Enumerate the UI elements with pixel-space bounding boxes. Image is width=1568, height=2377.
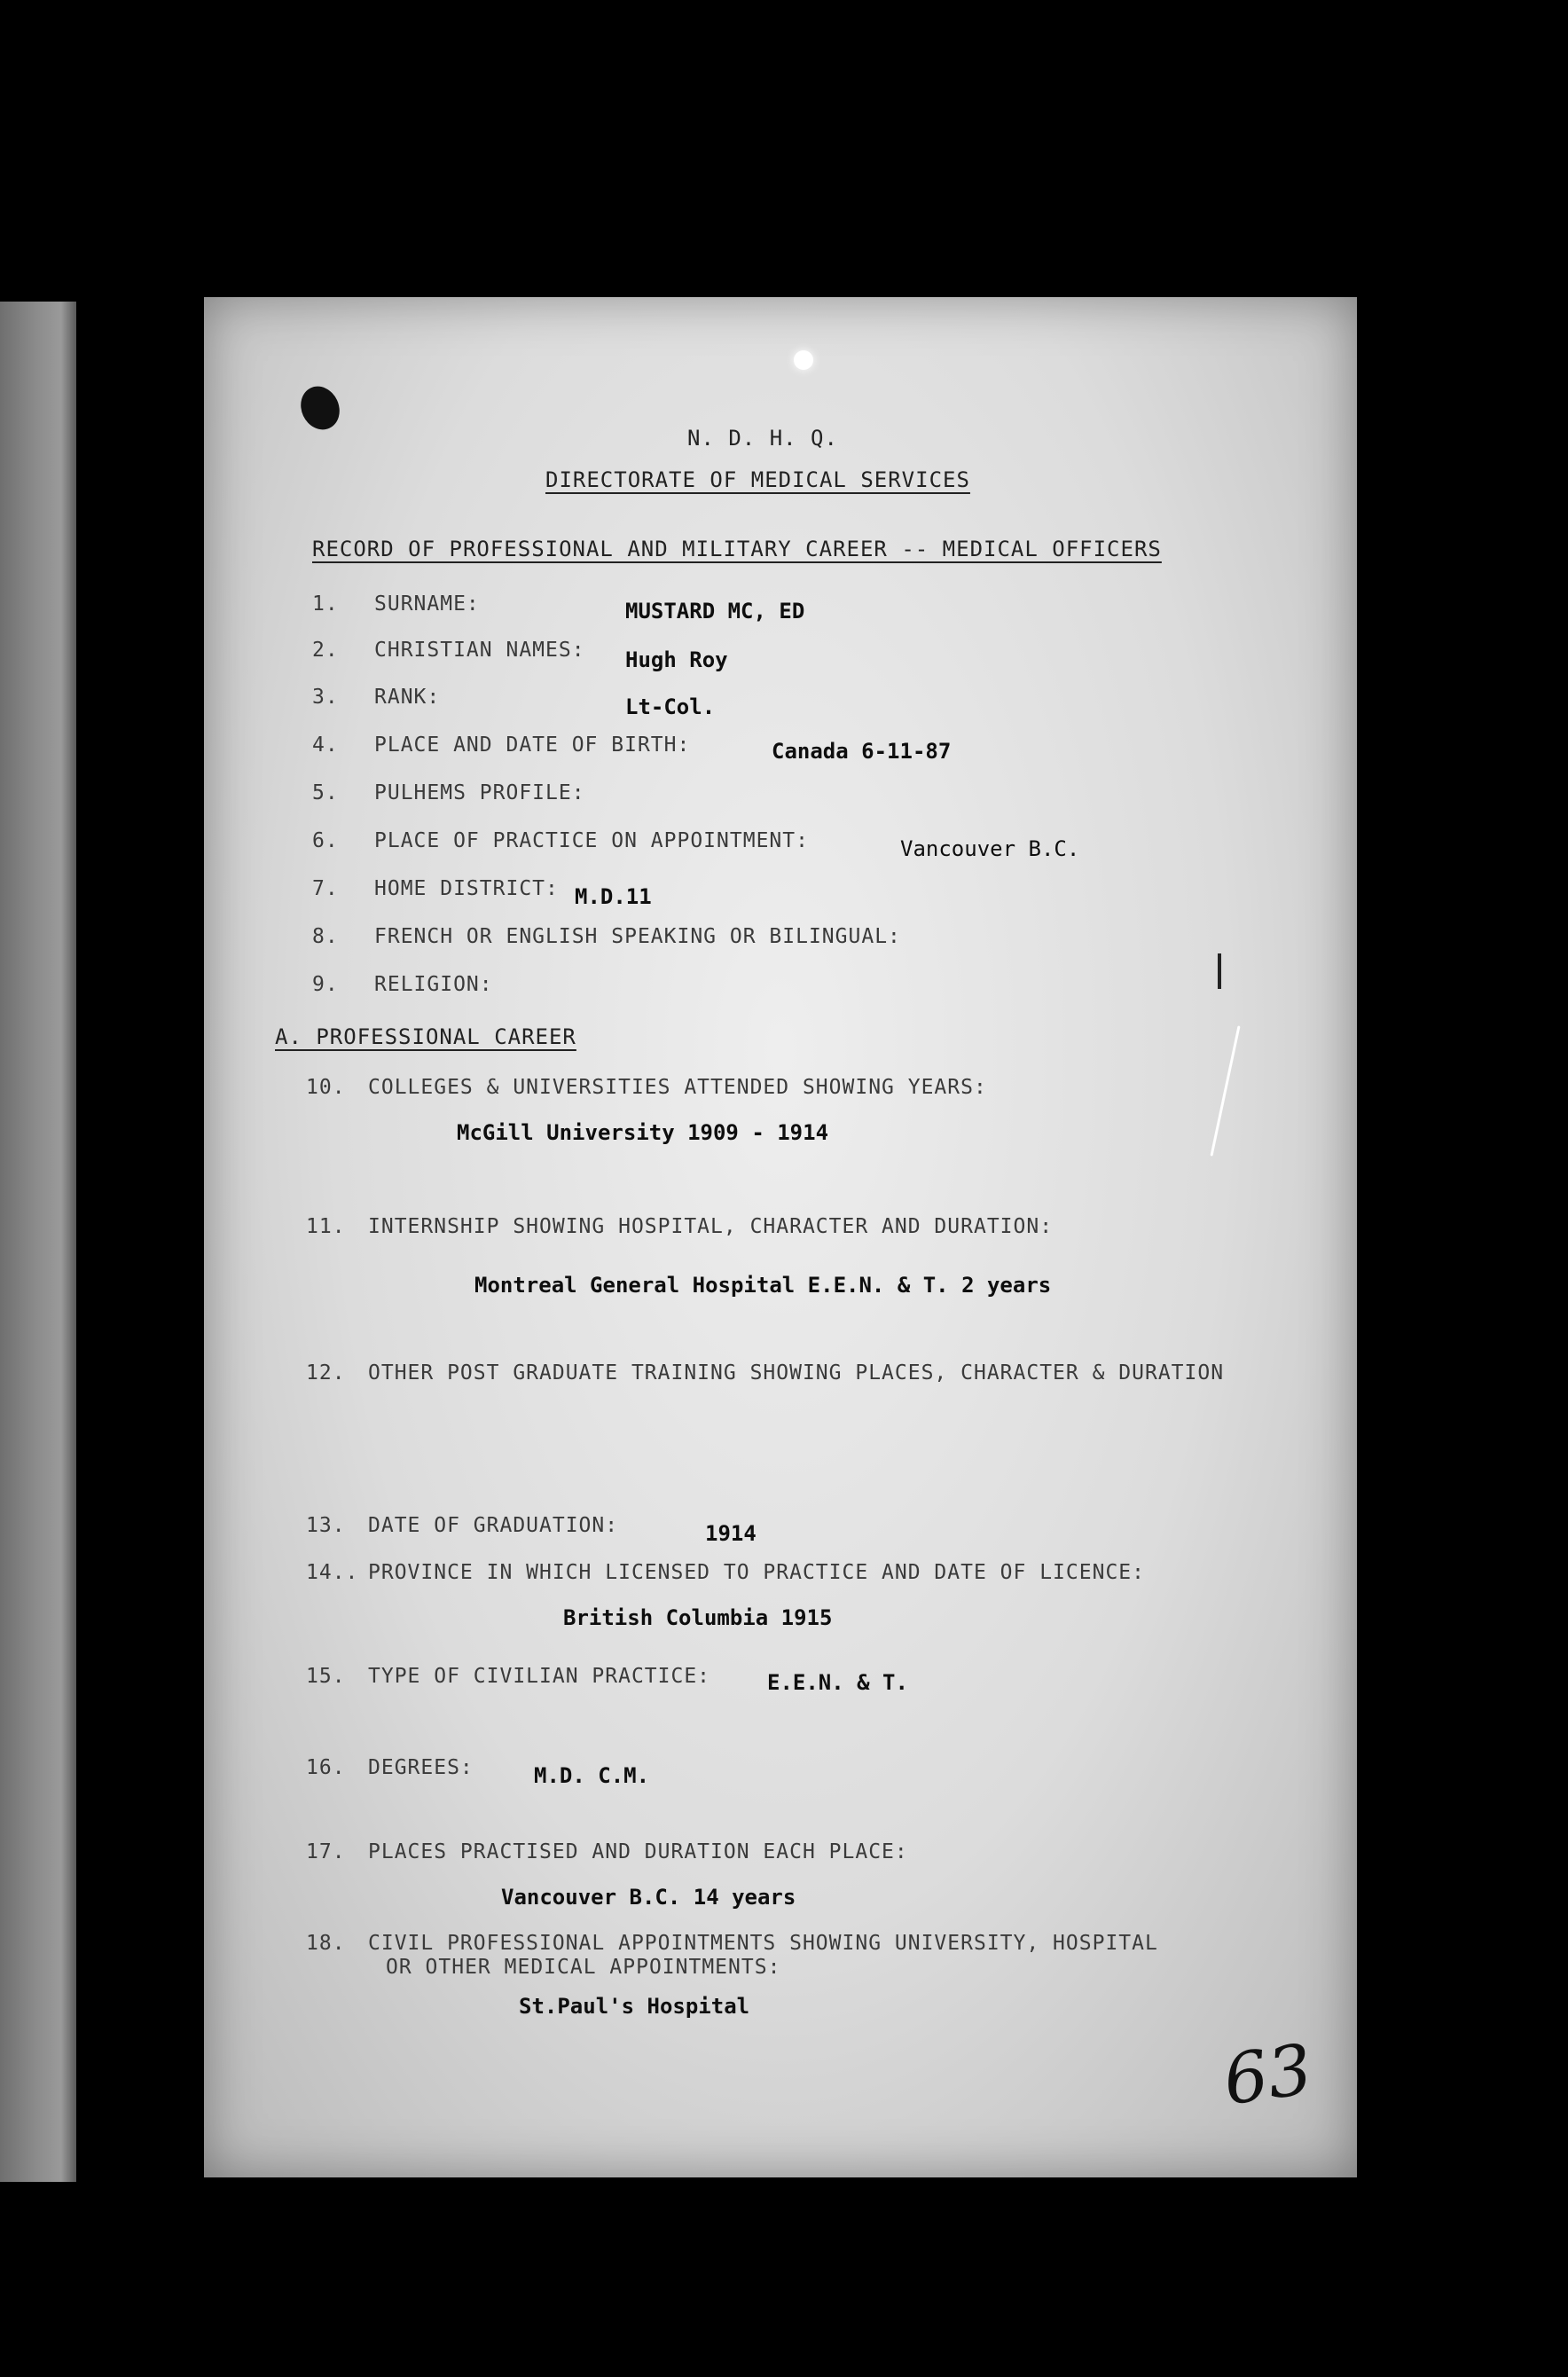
field-value: Lt-Col. bbox=[625, 694, 716, 719]
pen-mark bbox=[1218, 953, 1221, 989]
field-number: 16. bbox=[306, 1756, 346, 1779]
field-number: 13. bbox=[306, 1514, 346, 1537]
field-label-continued: OR OTHER MEDICAL APPOINTMENTS: bbox=[386, 1956, 781, 1979]
field-label: HOME DISTRICT: bbox=[374, 877, 559, 900]
header-directorate: DIRECTORATE OF MEDICAL SERVICES bbox=[545, 467, 970, 492]
field-number: 9. bbox=[312, 973, 339, 996]
field-value: Hugh Roy bbox=[625, 647, 728, 672]
field-number: 4. bbox=[312, 733, 339, 757]
field-number: 7. bbox=[312, 877, 339, 900]
field-value: Vancouver B.C. bbox=[900, 836, 1080, 861]
field-value: Vancouver B.C. 14 years bbox=[501, 1885, 796, 1910]
field-label: PLACE OF PRACTICE ON APPOINTMENT: bbox=[374, 829, 809, 852]
field-label: PLACE AND DATE OF BIRTH: bbox=[374, 733, 691, 757]
field-label: TYPE OF CIVILIAN PRACTICE: bbox=[368, 1665, 711, 1688]
field-value: 1914 bbox=[705, 1521, 757, 1546]
field-label: PROVINCE IN WHICH LICENSED TO PRACTICE AND DATE OF LICENCE: bbox=[368, 1561, 1145, 1584]
field-value: E.E.N. & T. bbox=[767, 1670, 908, 1695]
field-value: M.D.11 bbox=[575, 884, 652, 909]
field-number: 11. bbox=[306, 1215, 346, 1238]
handwritten-page-number: 63 bbox=[1219, 2029, 1318, 2122]
field-number: 1. bbox=[312, 592, 339, 616]
section-a-heading: A. PROFESSIONAL CAREER bbox=[275, 1024, 576, 1049]
field-label: DEGREES: bbox=[368, 1756, 474, 1779]
field-value: Canada 6-11-87 bbox=[772, 739, 952, 764]
field-label: COLLEGES & UNIVERSITIES ATTENDED SHOWING YEARS: bbox=[368, 1076, 987, 1099]
scratch-mark bbox=[1210, 1025, 1240, 1156]
field-number: 15. bbox=[306, 1665, 346, 1688]
field-value: Montreal General Hospital E.E.N. & T. 2 years bbox=[474, 1273, 1052, 1298]
field-number: 18. bbox=[306, 1932, 346, 1955]
field-number: 12. bbox=[306, 1361, 346, 1385]
field-label: INTERNSHIP SHOWING HOSPITAL, CHARACTER AND DURATION: bbox=[368, 1215, 1054, 1238]
field-label: RANK: bbox=[374, 686, 441, 709]
field-label: RELIGION: bbox=[374, 973, 493, 996]
field-label: PLACES PRACTISED AND DURATION EACH PLACE: bbox=[368, 1840, 908, 1863]
field-number: 6. bbox=[312, 829, 339, 852]
field-value: British Columbia 1915 bbox=[563, 1605, 833, 1630]
field-number: 5. bbox=[312, 781, 339, 804]
field-label: CIVIL PROFESSIONAL APPOINTMENTS SHOWING UNIVERSITY, HOSPITAL bbox=[368, 1932, 1158, 1955]
field-value: McGill University 1909 - 1914 bbox=[457, 1120, 829, 1145]
field-number: 14.. bbox=[306, 1561, 359, 1584]
record-title: RECORD OF PROFESSIONAL AND MILITARY CAREER -- MEDICAL OFFICERS bbox=[312, 537, 1162, 561]
adjacent-page-edge bbox=[0, 302, 76, 2182]
field-label: CHRISTIAN NAMES: bbox=[374, 639, 585, 662]
field-label: SURNAME: bbox=[374, 592, 480, 616]
punch-hole bbox=[294, 380, 346, 435]
field-number: 2. bbox=[312, 639, 339, 662]
field-value: St.Paul's Hospital bbox=[519, 1994, 750, 2019]
header-org: N. D. H. Q. bbox=[687, 426, 838, 451]
field-label: DATE OF GRADUATION: bbox=[368, 1514, 619, 1537]
field-value: M.D. C.M. bbox=[534, 1763, 650, 1788]
field-label: FRENCH OR ENGLISH SPEAKING OR BILINGUAL: bbox=[374, 925, 901, 948]
field-value: MUSTARD MC, ED bbox=[625, 599, 805, 624]
field-number: 3. bbox=[312, 686, 339, 709]
scan-glare bbox=[794, 350, 813, 370]
field-label: PULHEMS PROFILE: bbox=[374, 781, 585, 804]
field-number: 17. bbox=[306, 1840, 346, 1863]
field-number: 10. bbox=[306, 1076, 346, 1099]
field-number: 8. bbox=[312, 925, 339, 948]
document-page bbox=[204, 297, 1357, 2177]
field-label: OTHER POST GRADUATE TRAINING SHOWING PLACES, CHARACTER & DURATION bbox=[368, 1361, 1225, 1385]
